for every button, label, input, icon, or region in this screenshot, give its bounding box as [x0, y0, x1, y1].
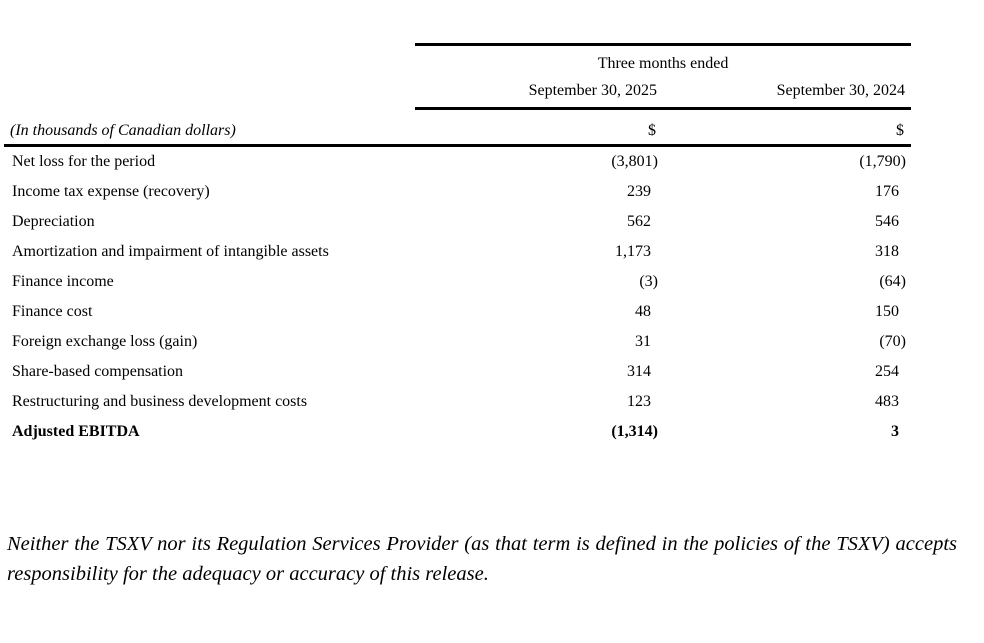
row-label: Income tax expense (recovery)	[12, 183, 210, 200]
row-label: Finance income	[12, 273, 114, 290]
table-row-foreign-exchange	[4, 327, 911, 357]
row-label: Depreciation	[12, 213, 95, 230]
table-row-income-tax	[4, 177, 911, 207]
table-row-finance-income	[4, 267, 911, 297]
row-value-2024: 546	[875, 213, 899, 230]
date-header-row	[415, 79, 911, 107]
table-row-depreciation	[4, 207, 911, 237]
row-value-2025: 314	[627, 363, 651, 380]
row-label: Amortization and impairment of intangible assets	[12, 243, 329, 260]
units-note: (In thousands of Canadian dollars)	[10, 122, 236, 139]
row-value-2024: 483	[875, 393, 899, 410]
column-header-2025: September 30, 2025	[528, 82, 657, 99]
row-value-2025: 48	[635, 303, 651, 320]
table-row-restructuring	[4, 387, 911, 417]
row-value-2024: 318	[875, 243, 899, 260]
row-value-2024: (1,790)	[859, 153, 906, 170]
row-label: Foreign exchange loss (gain)	[12, 333, 198, 350]
table-body	[4, 147, 911, 447]
row-value-2025: 1,173	[615, 243, 651, 260]
row-value-2024: 3	[891, 423, 899, 440]
row-value-2025: 123	[627, 393, 651, 410]
row-value-2024: 150	[875, 303, 899, 320]
row-label: Share-based compensation	[12, 363, 184, 380]
row-value-2024: 254	[875, 363, 899, 380]
row-value-2025: 239	[627, 183, 651, 200]
row-value-2025: (3)	[639, 273, 658, 290]
table-row-adjusted-ebitda	[4, 417, 911, 447]
table-row-share-based-comp	[4, 357, 911, 387]
period-header: Three months ended	[597, 55, 729, 72]
table-header-span	[415, 43, 911, 110]
row-value-2025: (1,314)	[611, 423, 658, 440]
row-value-2025: 562	[627, 213, 651, 230]
row-value-2024: (70)	[879, 333, 906, 350]
table-row-finance-cost	[4, 297, 911, 327]
row-label: Finance cost	[12, 303, 93, 320]
table-row-net-loss	[4, 147, 911, 177]
row-value-2025: (3,801)	[611, 153, 658, 170]
row-label: Adjusted EBITDA	[12, 423, 140, 440]
table-row-amortization	[4, 237, 911, 267]
units-row	[4, 110, 911, 147]
row-value-2024: 176	[875, 183, 899, 200]
column-header-2024: September 30, 2024	[776, 82, 905, 99]
currency-symbol-2025: $	[648, 122, 656, 139]
tsxv-disclaimer-text: Neither the TSXV nor its Regulation Services Provider (as that term is defined in the policies of the TSXV) accepts responsibility for the adequacy or accuracy of this release.	[7, 533, 957, 585]
currency-symbol-2024: $	[896, 122, 904, 139]
row-label: Restructuring and business development costs	[12, 393, 308, 410]
row-value-2025: 31	[635, 333, 651, 350]
row-label: Net loss for the period	[12, 153, 156, 170]
adjusted-ebitda-table	[4, 43, 911, 447]
row-value-2024: (64)	[879, 273, 906, 290]
